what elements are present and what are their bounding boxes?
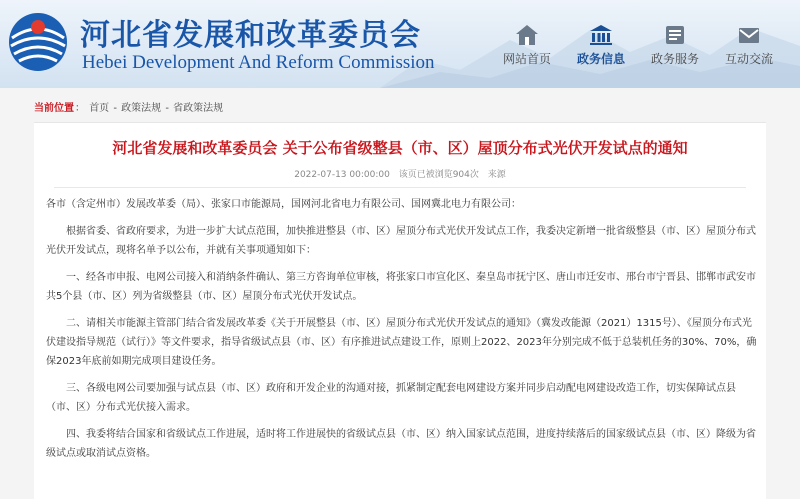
nav-home-label: 网站首页 [502,52,551,66]
article-paragraph: 各市（含定州市）发展改革委（局）、张家口市能源局，国网河北省电力有限公司、国网冀北电力有限公司： [46,199,521,210]
article-meta [34,167,766,180]
article-views: 该页已被浏览904次 [398,170,479,180]
article-body [46,195,758,471]
main-nav [490,24,786,74]
article-source: 来源 [487,170,506,180]
home-icon [515,24,539,46]
nav-government-service[interactable] [638,24,712,74]
article-paragraph: 根据省委、省政府要求，为进一步扩大试点范围，加快推进整县（市、区）屋顶分布式光伏开发试点工作，我委决定新增一批省级整县（市、区）屋顶分布式光伏开发试点，现将名单予以公布，并就有关事项通知如下： [46,226,756,256]
site-subtitle: Hebei Development And Reform Commission [82,52,435,73]
breadcrumb-policy[interactable]: 政策法规 [121,103,162,114]
article-date: 2022-07-13 00:00:00 [294,170,390,180]
article-container [34,122,766,499]
breadcrumb: 当前位置： 首页 - 政策法规 - 省政策法规 [34,103,224,114]
title-divider [54,187,746,188]
breadcrumb-label: 当前位置 [34,103,74,114]
nav-government-service-label: 政务服务 [650,52,699,66]
article-paragraph: 三、各级电网公司要加强与试点县（市、区）政府和开发企业的沟通对接，抓紧制定配套电网建设方案并同步启动配电网建设改造工作，切实保障试点县（市、区）分布式光伏接入需求。 [46,383,736,413]
breadcrumb-home[interactable]: 首页 [89,103,110,114]
service-icon [663,24,687,46]
nav-interaction-label: 互动交流 [724,52,773,66]
mailbox-icon [737,24,761,46]
nav-interaction[interactable] [712,24,786,74]
article-paragraph: 四、我委将结合国家和省级试点工作进展，适时将工作进展快的省级试点县（市、区）纳入国家试点范围，进度持续落后的国家级试点县（市、区）降级为省级试点或取消试点资格。 [46,429,756,459]
site-header [0,0,800,88]
article-paragraph: 一、经各市申报、电网公司接入和消纳条件确认、第三方咨询单位审核，将张家口市宣化区、秦皇岛市抚宁区、唐山市迁安市、邢台市宁晋县、邯郸市武安市共5个县（市、区）列为省级整县（市、区）屋顶分布式光伏开发试点。 [46,272,756,302]
breadcrumb-provincial-policy[interactable]: 省政策法规 [173,103,224,114]
article-paragraph: 二、请相关市能源主管部门结合省发展改革委《关于开展整县（市、区）屋顶分布式光伏开发试点的通知》（冀发改能源（2021）1315号）、《屋顶分布式光伏建设指导规范（试行）》等文件要求，指导省级试点县（市、区）有序推进试点建设工作，原则上2022、2023年分别完成不低于总装机任务的30%、70%，确保2023年底前如期完成项目建设任务。 [46,318,757,367]
government-building-icon [589,24,613,46]
site-title: 河北省发展和改革委员会 [80,18,421,53]
commission-logo-icon [6,10,70,74]
article-title: 河北省发展和改革委员会 关于公布省级整县（市、区）屋顶分布式光伏开发试点的通知 [112,139,688,157]
nav-home[interactable] [490,24,564,74]
nav-government-info[interactable] [564,24,638,74]
nav-government-info-label: 政务信息 [576,52,625,66]
